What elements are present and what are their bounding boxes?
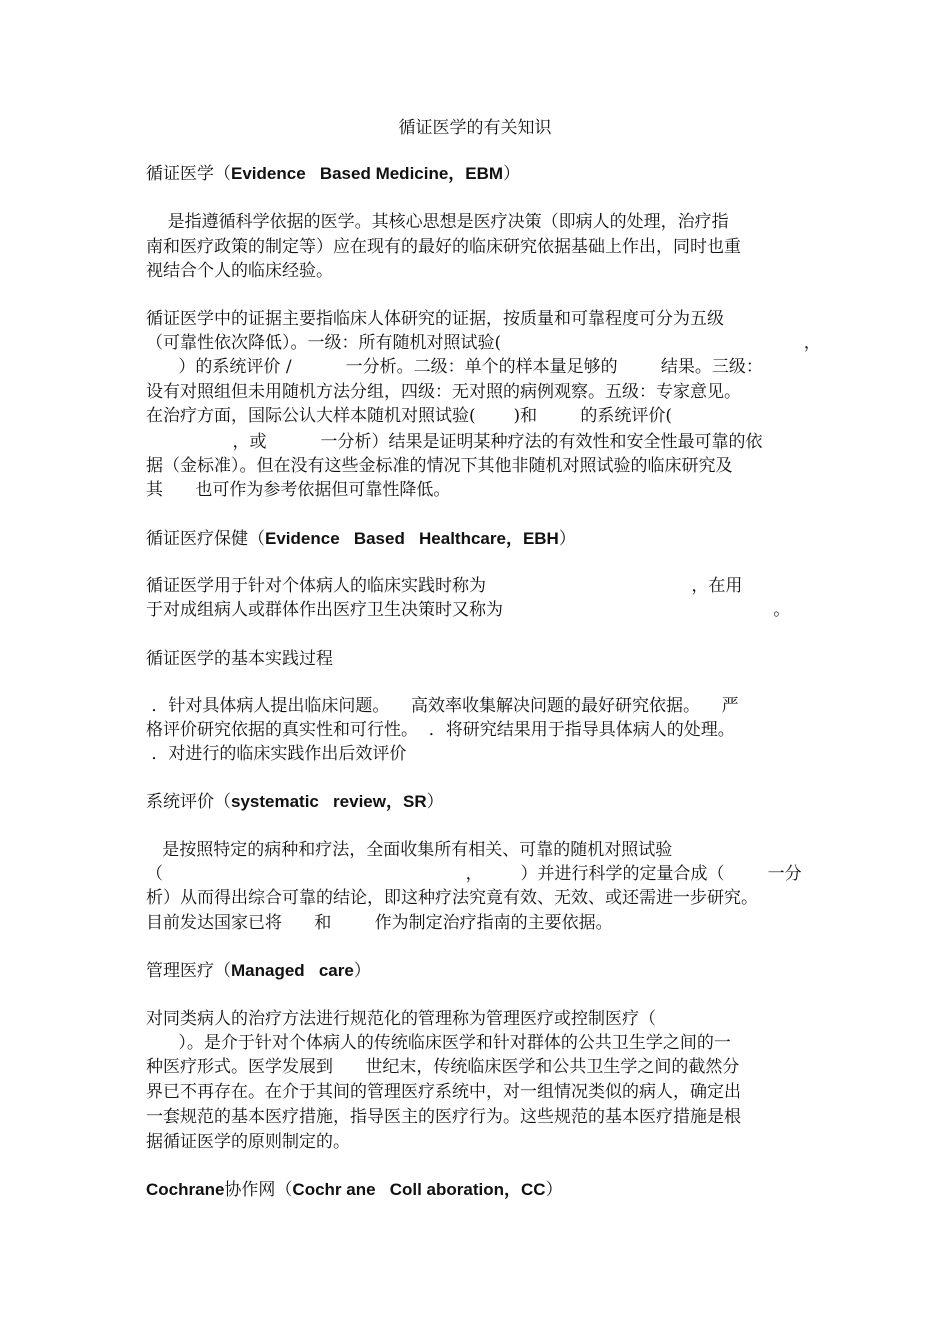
managed-heading-cn: 管理医疗（ bbox=[146, 961, 231, 981]
practice-body-line: ．对进行的临床实践作出后效评价 bbox=[146, 744, 407, 764]
sr-heading bbox=[146, 790, 444, 814]
cochrane-heading-en: Cochrane bbox=[146, 1180, 225, 1199]
cochrane-heading-en2: Cochr ane Coll aboration，CC bbox=[292, 1180, 546, 1199]
ebm-evidence-line: 循证医学中的证据主要指临床人体研究的证据，按质量和可靠程度可分为五级 bbox=[146, 309, 724, 329]
managed-body-line: ）。是介于针对个体病人的传统临床医学和针对群体的公共卫生学之间的一 bbox=[146, 1033, 731, 1053]
ebm-definition-line: 视结合个人的临床经验。 bbox=[146, 261, 333, 281]
sr-body-line: 析）从而得出综合可靠的结论，即这种疗法究竟有效、无效、或还需进一步研究。 bbox=[146, 888, 758, 908]
ebm-evidence-line: ，或 一分析）结果是证明某种疗法的有效性和安全性最可靠的依 bbox=[146, 432, 763, 452]
ebh-body-line: 于对成组病人或群体作出医疗卫生决策时又称为 。 bbox=[146, 600, 791, 620]
managed-heading-en: Managed care bbox=[231, 961, 354, 980]
ebm-definition-line: 是指遵循科学依据的医学。其核心思想是医疗决策（即病人的处理，治疗指 bbox=[146, 212, 729, 232]
sr-heading-close: ） bbox=[426, 792, 444, 812]
ebm-evidence-line: 设有对照组但未用随机方法分组，四级：无对照的病例观察。五级：专家意见。 bbox=[146, 382, 741, 402]
practice-body-line: ．针对具体病人提出临床问题。 高效率收集解决问题的最好研究依据。 严 bbox=[146, 696, 739, 716]
ebm-evidence-line: 据（金标准）。但在没有这些金标准的情况下其他非随机对照试验的临床研究及 bbox=[146, 456, 733, 476]
cochrane-heading bbox=[146, 1178, 563, 1202]
managed-body-line: 一套规范的基本医疗措施，指导医主的医疗行为。这些规范的基本医疗措施是根 bbox=[146, 1107, 741, 1127]
managed-heading-close: ） bbox=[353, 961, 371, 981]
sr-body-line: 目前发达国家已将 和 作为制定治疗指南的主要依据。 bbox=[146, 913, 613, 933]
managed-body-line: 据循证医学的原则制定的。 bbox=[146, 1132, 350, 1152]
ebm-definition-line: 南和医疗政策的制定等）应在现有的最好的临床研究依据基础上作出，同时也重 bbox=[146, 237, 741, 257]
sr-body-line: 是按照特定的病种和疗法，全面收集所有相关、可靠的随机对照试验 bbox=[146, 840, 673, 860]
ebh-body-line: 循证医学用于针对个体病人的临床实践时称为 ，在用 bbox=[146, 576, 743, 596]
managed-heading bbox=[146, 959, 371, 983]
practice-body-line: 格评价研究依据的真实性和可行性。 ．将研究结果用于指导具体病人的处理。 bbox=[146, 720, 735, 740]
cochrane-heading-close: ） bbox=[545, 1180, 563, 1200]
document-title: 循证医学的有关知识 bbox=[398, 118, 552, 138]
managed-body-line: 种医疗形式。医学发展到 世纪末，传统临床医学和公共卫生学之间的截然分 bbox=[146, 1057, 740, 1077]
ebm-heading-cn: 循证医学（ bbox=[146, 164, 231, 184]
managed-body-line: 对同类病人的治疗方法进行规范化的管理称为管理医疗或控制医疗（ bbox=[146, 1009, 656, 1029]
sr-heading-en: systematic review，SR bbox=[231, 792, 427, 811]
ebm-heading-close: ） bbox=[503, 164, 521, 184]
ebm-evidence-line: ）的系统评价 / 一分析。二级：单个的样本量足够的 结果。三级： bbox=[146, 357, 763, 377]
ebm-evidence-line: 在治疗方面，国际公认大样本随机对照试验( )和 的系统评价( bbox=[146, 406, 672, 426]
ebh-heading-cn: 循证医疗保健（ bbox=[146, 529, 265, 549]
ebm-evidence-line: 其 也可作为参考依据但可靠性降低。 bbox=[146, 480, 451, 500]
ebm-heading bbox=[146, 162, 520, 186]
ebh-heading-en: Evidence Based Healthcare，EBH bbox=[265, 529, 559, 548]
ebh-heading bbox=[146, 527, 576, 551]
ebm-evidence-line: （可靠性依次降低）。一级：所有随机对照试验( ， bbox=[146, 333, 821, 353]
ebh-heading-close: ） bbox=[558, 529, 576, 549]
sr-body-line: （ ， ）并进行科学的定量合成（ 一分 bbox=[146, 864, 802, 884]
practice-heading: 循证医学的基本实践过程 bbox=[146, 649, 333, 669]
ebm-heading-en: Evidence Based Medicine，EBM bbox=[231, 164, 504, 183]
cochrane-heading-cn: 协作网（ bbox=[224, 1180, 293, 1200]
managed-body-line: 界已不再存在。在介于其间的管理医疗系统中，对一组情况类似的病人，确定出 bbox=[146, 1082, 741, 1102]
sr-heading-cn: 系统评价（ bbox=[146, 792, 231, 812]
